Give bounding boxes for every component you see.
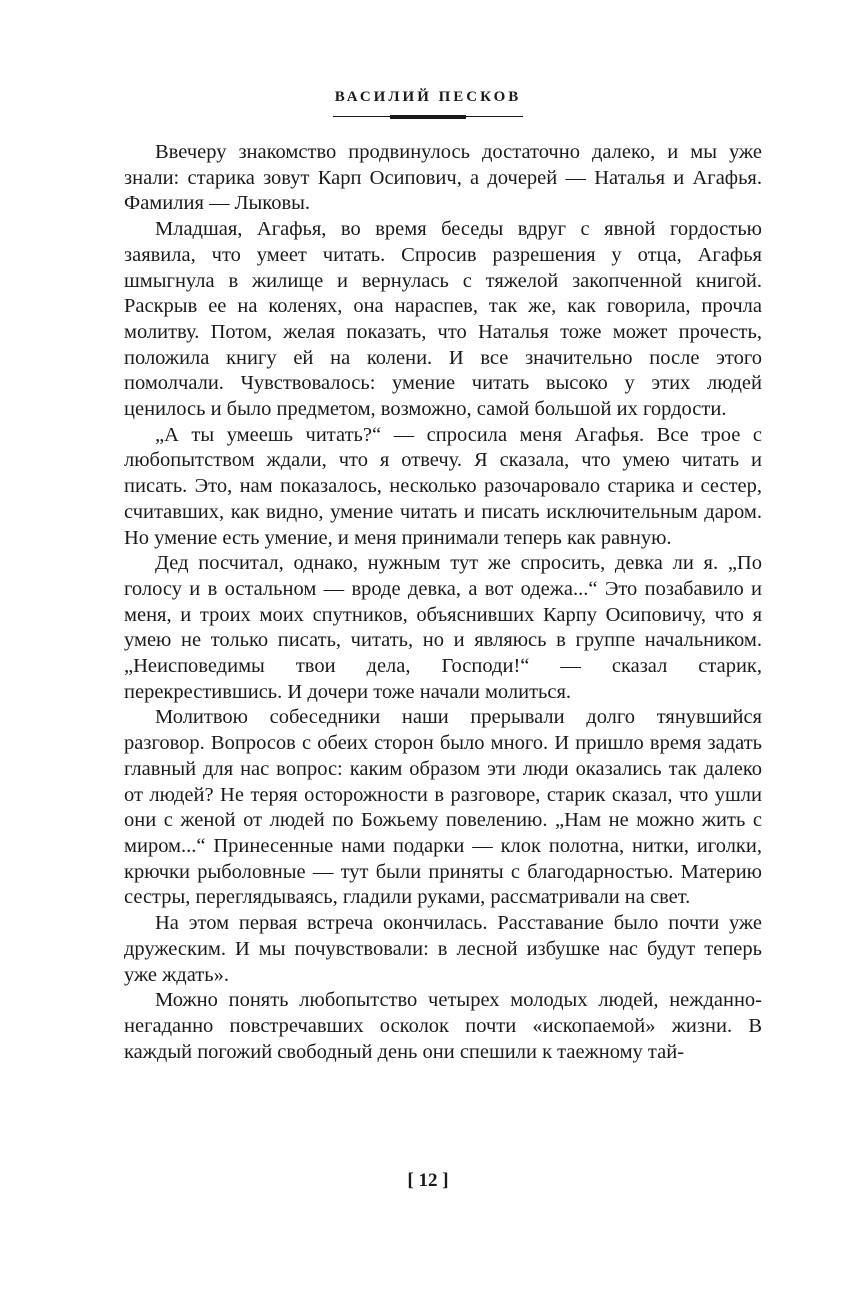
paragraph: Можно понять любопытство четырех молодых людей, нежданно-негаданно повстречавших осколок почти «ископаемой» жизни. В каждый погожий свободный день они спешили к таежному тай- xyxy=(124,989,762,1063)
paragraph: „А ты умеешь читать?“ — спросила меня Агафья. Все трое с любопытством ждали, что я отвечу. Я сказала, что умею читать и писать. Это, нам показалось, несколько разочаровало старика и сестер, считавших, как видно, умение читать и писать исключительным даром. Но умение есть умение, и меня принимали теперь как равную. xyxy=(124,423,762,549)
paragraph: Дед посчитал, однако, нужным тут же спросить, девка ли я. „По голосу и в остальном — вроде девка, а вот одежа...“ Это позабавило и меня, и троих моих спутников, объяснивших Карпу Осиповичу, что я умею не только писать, читать, но и являюсь в группе начальником. „Неисповедимы твои дела, Господи!“ — сказал старик, перекрестившись. И дочери тоже начали молиться. xyxy=(124,552,762,703)
paragraph: Младшая, Агафья, во время беседы вдруг с явной гордостью заявила, что умеет читать. Спросив разрешения у отца, Агафья шмыгнула в жилище и вернулась с тяжелой закопченной книгой. Раскрыв ее на коленях, она нараспев, так же, как говорила, прочла молитву. Потом, желая показать, что Наталья тоже может прочесть, положила книгу ей на колени. И все значительно после этого помолчали. Чувствовалось: умение читать высоко у этих людей ценилось и было предметом, возможно, самой большой их гордости. xyxy=(124,218,762,421)
page-number: [ 12 ] xyxy=(407,1170,449,1191)
body-text xyxy=(124,140,762,1065)
paragraph: Молитвою собеседники наши прерывали долго тянувшийся разговор. Вопросов с обеих сторон было много. И пришло время задать главный для нас вопрос: каким образом эти люди оказались так далеко от людей? Не теряя осторожности в разговоре, старик сказал, что ушли они с женой от людей по Божьему повелению. „Нам не можно жить с миром...“ Принесенные нами подарки — клок полотна, нитки, иголки, крючки рыболовные — тут были приняты с благодарностью. Материю сестры, переглядываясь, гладили руками, рассматривали на свет. xyxy=(124,706,762,909)
header-rule-accent xyxy=(390,115,466,119)
running-head-author: ВАСИЛИЙ ПЕСКОВ xyxy=(334,89,522,105)
paragraph: Ввечеру знакомство продвинулось достаточно далеко, и мы уже знали: старика зовут Карп Осипович, а дочерей — Наталья и Агафья. Фамилия — Лыковы. xyxy=(124,141,762,215)
paragraph: На этом первая встреча окончилась. Расставание было почти уже дружеским. И мы почувствовали: в лесной избушке нас будут теперь уже ждать». xyxy=(124,912,762,986)
